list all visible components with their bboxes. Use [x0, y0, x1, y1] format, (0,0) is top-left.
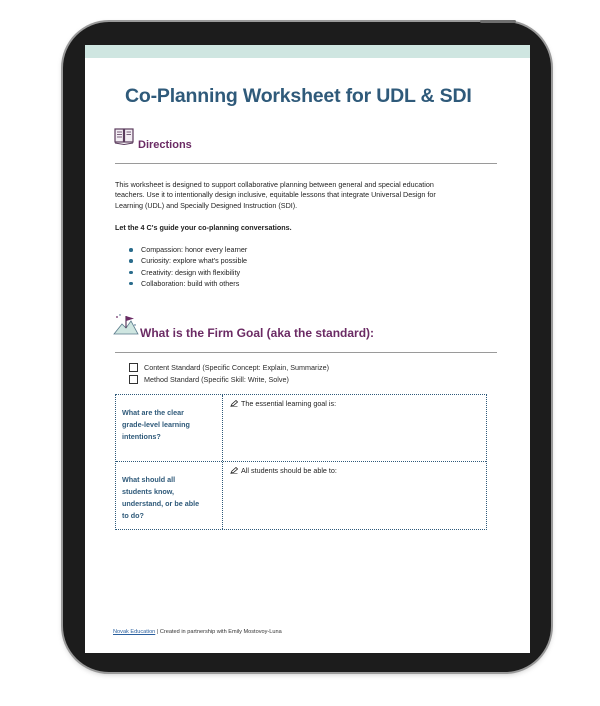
intro-line: Learning (UDL) and Specially Designed Instruction (SDI). [115, 200, 298, 210]
question-line: grade-level learning [122, 420, 190, 429]
page-title: Co-Planning Worksheet for UDL & SDI [125, 85, 472, 107]
directions-intro [115, 180, 497, 211]
intro-line: This worksheet is designed to support collaborative planning between general and special education [115, 180, 434, 189]
novak-education-link[interactable]: Novak Education [113, 629, 156, 635]
bullet-icon [129, 271, 133, 275]
checkbox-icon[interactable] [129, 375, 138, 384]
answer-prompt: All students should be able to: [241, 466, 337, 475]
four-cs-lead: Let the 4 C's guide your co-planning conversations. [115, 223, 292, 232]
question-line: What are the clear [122, 408, 184, 417]
document-page [85, 45, 530, 653]
list-item-text: Collaboration: build with others [141, 278, 240, 288]
question-line: students know, [122, 487, 175, 496]
book-icon [114, 128, 134, 146]
firm-goal-divider [115, 352, 497, 353]
bullet-icon [129, 248, 133, 252]
tablet-power-button [480, 20, 516, 23]
list-item [127, 278, 247, 289]
accent-bar [85, 45, 530, 58]
answer-prompt: The essential learning goal is: [241, 399, 337, 408]
question-line: to do? [122, 511, 144, 520]
checkbox-label: Method Standard (Specific Skill: Write, Solve) [144, 375, 289, 384]
content-standard-checkbox-row[interactable] [129, 363, 329, 372]
pen-icon [230, 400, 238, 407]
checkbox-icon[interactable] [129, 363, 138, 372]
question-text [122, 474, 218, 522]
answer-cell[interactable] [230, 399, 336, 408]
intro-line: teachers. Use it to intentionally design inclusive, equitable lessons that integrate Universal Design for [115, 190, 436, 200]
question-line: What should all [122, 475, 176, 484]
question-cell [116, 462, 223, 529]
question-cell [116, 395, 223, 461]
question-line: understand, or be able [122, 499, 200, 508]
list-item [127, 255, 247, 266]
question-text [122, 407, 218, 443]
footer-credit: | Created in partnership with Emily Mostovoy-Luna [155, 629, 282, 635]
firm-goal-table [115, 394, 487, 530]
bullet-icon [129, 259, 133, 263]
four-cs-list [127, 244, 247, 289]
checkbox-label: Content Standard (Specific Concept: Explain, Summarize) [144, 363, 329, 372]
firm-goal-heading: What is the Firm Goal (aka the standard): [140, 326, 375, 340]
table-row [116, 395, 486, 462]
list-item-text: Compassion: honor every learner [141, 245, 248, 254]
list-item-text: Creativity: design with flexibility [141, 267, 241, 277]
method-standard-checkbox-row[interactable] [129, 375, 289, 384]
list-item-text: Curiosity: explore what's possible [141, 256, 248, 266]
list-item [127, 267, 247, 278]
directions-divider [115, 163, 497, 164]
question-line: intentions? [122, 432, 161, 441]
bullet-icon [129, 282, 133, 286]
list-item [127, 244, 247, 255]
page-footer [113, 629, 282, 635]
directions-heading: Directions [138, 139, 192, 151]
answer-cell[interactable] [230, 466, 337, 475]
table-row [116, 462, 486, 529]
pen-icon [230, 467, 238, 474]
flag-mountain-icon [113, 313, 139, 335]
